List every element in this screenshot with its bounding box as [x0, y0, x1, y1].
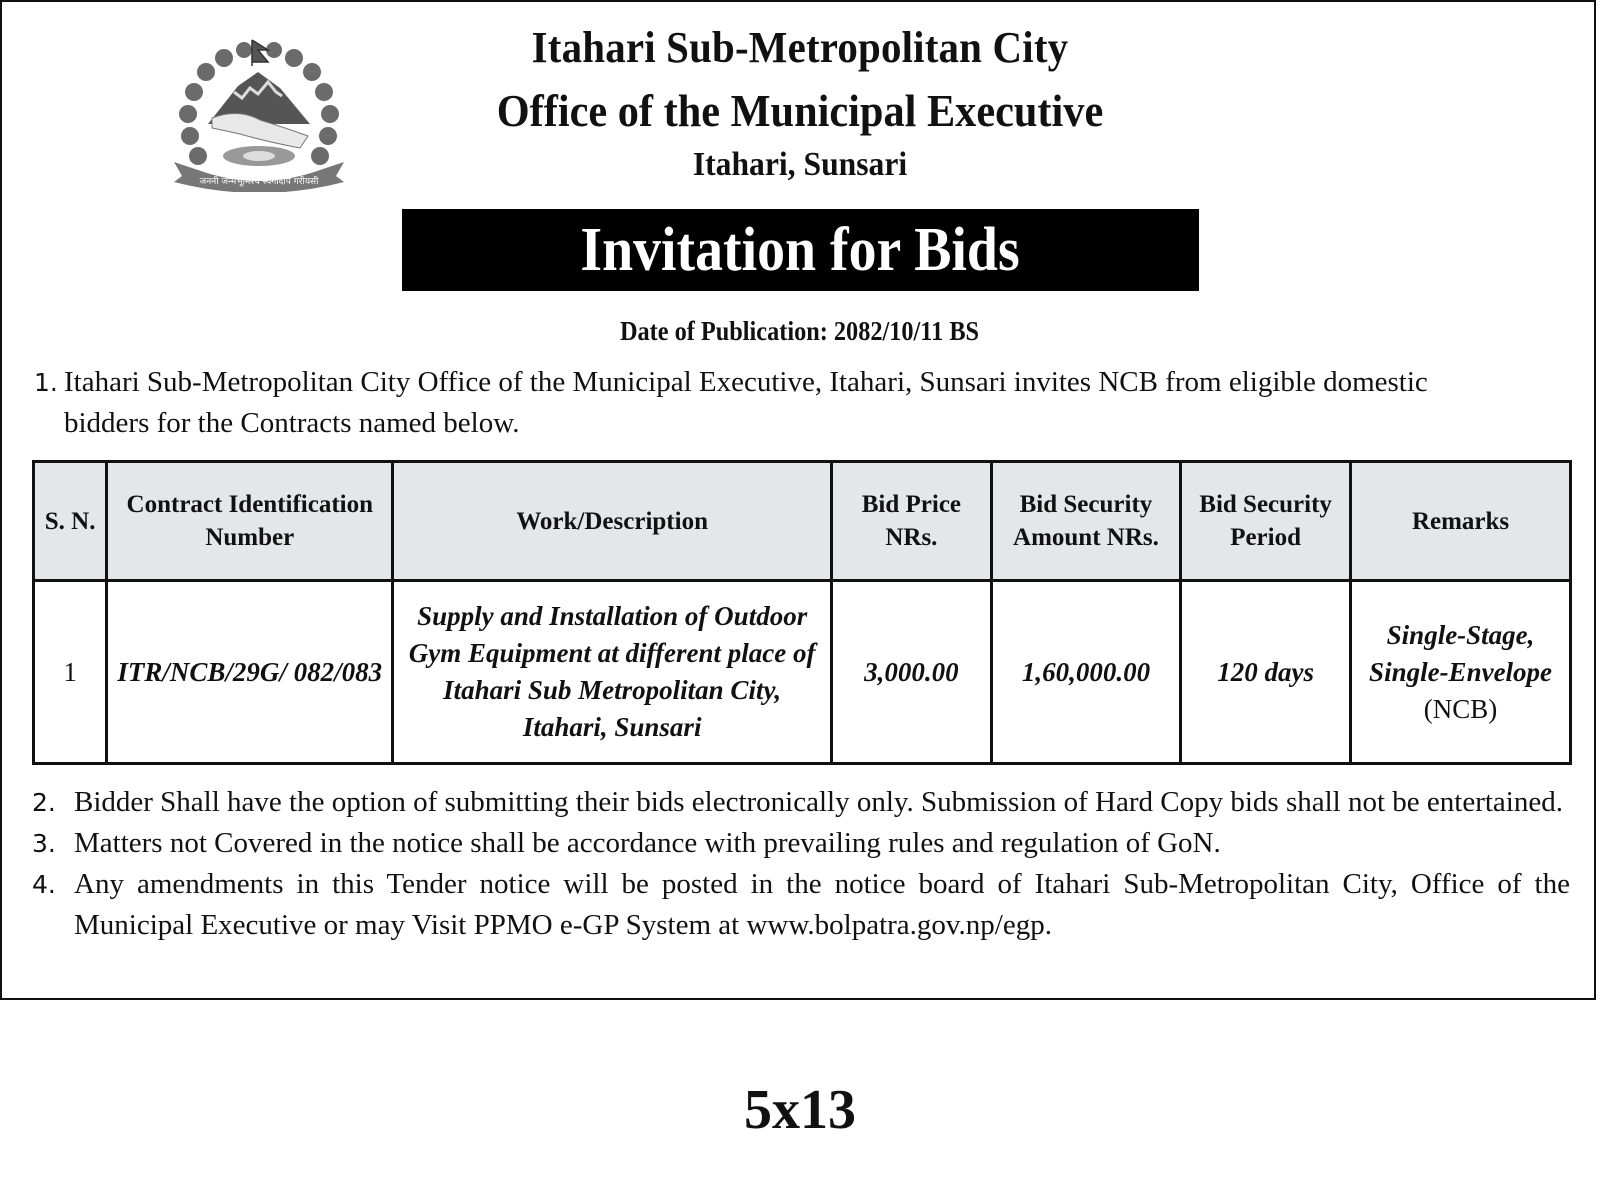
cell-description: Supply and Installation of Outdoor Gym Equipment at different place of Itahari Sub Metropolitan City, Itahari, Sunsari	[393, 581, 832, 764]
col-header-sn: S. N.	[34, 462, 107, 581]
col-header-remarks: Remarks	[1351, 462, 1571, 581]
cell-bid-security-period: 120 days	[1181, 581, 1351, 764]
intro-line-2: bidders for the Contracts named below.	[64, 407, 520, 439]
note-item	[32, 782, 1570, 823]
note-number: 4.	[32, 870, 56, 899]
intro-number: 1.	[34, 368, 58, 397]
nepal-emblem-icon	[168, 36, 350, 192]
remarks-type: (NCB)	[1423, 693, 1498, 724]
emblem-motto: जननी जन्मभूमिश्च स्वर्गादपि गरीयसी	[199, 177, 319, 187]
ad-size-label: 5x13	[744, 1079, 856, 1141]
note-item	[32, 864, 1570, 946]
publication-date	[384, 316, 1216, 347]
cell-contract-id: ITR/NCB/29G/ 082/083	[107, 581, 393, 764]
table-row	[34, 581, 1571, 764]
col-header-description: Work/Description	[393, 462, 832, 581]
notice-title: Invitation for Bids	[580, 216, 1021, 284]
cell-bid-security-amount: 1,60,000.00	[991, 581, 1180, 764]
intro-line-1: Itahari Sub-Metropolitan City Office of the Municipal Executive, Itahari, Sunsari invites NCB from eligible domestic	[64, 366, 1428, 398]
note-item	[32, 823, 1570, 864]
remarks-method: Single-Stage, Single-Envelope	[1369, 619, 1553, 687]
note-text: Bidder Shall have the option of submitting their bids electronically only. Submission of Hard Copy bids shall not be entertained.	[74, 786, 1563, 818]
col-header-bid-price: Bid Price NRs.	[832, 462, 992, 581]
note-number: 2.	[32, 788, 56, 817]
col-header-contract-id: Contract Identification Number	[107, 462, 393, 581]
cell-remarks	[1351, 581, 1571, 764]
bids-table	[32, 460, 1572, 765]
note-text: Any amendments in this Tender notice will be posted in the notice board of Itahari Sub-Metropolitan City, Office of the Municipal Executive or may Visit PPMO e-GP System at www.bolpatra.gov.np/egp.	[74, 868, 1570, 941]
cell-bid-price: 3,000.00	[832, 581, 992, 764]
org-name: Itahari Sub-Metropolitan City	[531, 23, 1069, 72]
notice-title-banner	[402, 209, 1199, 291]
note-number: 3.	[32, 829, 56, 858]
office-location: Itahari, Sunsari	[692, 146, 908, 183]
col-header-bid-security-period: Bid Security Period	[1181, 462, 1351, 581]
notes-list	[32, 782, 1570, 946]
note-text: Matters not Covered in the notice shall be accordance with prevailing rules and regulation of GoN.	[74, 827, 1221, 859]
cell-sn: 1	[34, 581, 107, 764]
publication-date-text: Date of Publication: 2082/10/11 BS	[620, 316, 980, 346]
table-header-row	[34, 462, 1571, 581]
office-name: Office of the Municipal Executive	[496, 85, 1104, 136]
intro-paragraph	[34, 362, 1574, 444]
col-header-bid-security-amount: Bid Security Amount NRs.	[991, 462, 1180, 581]
